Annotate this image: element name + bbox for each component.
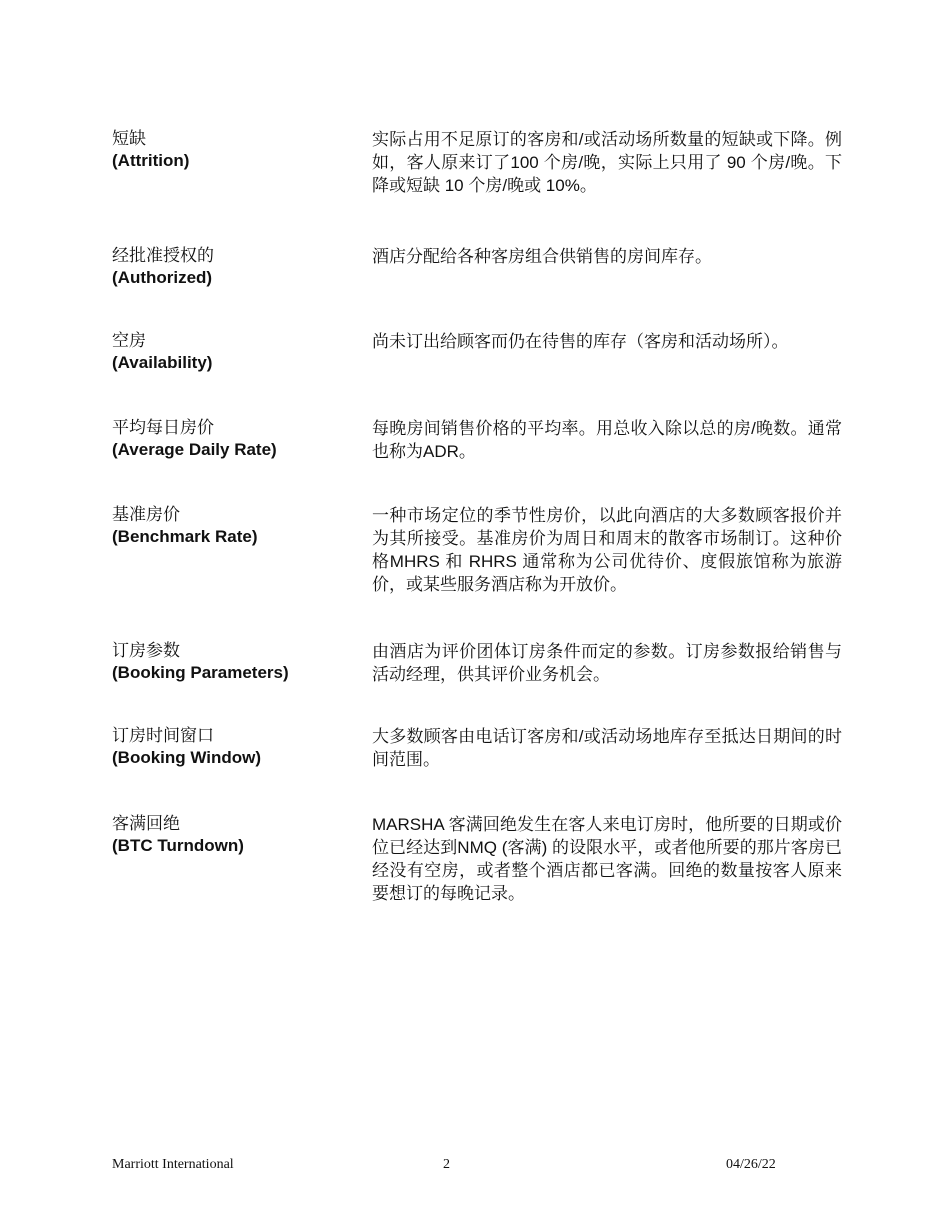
glossary-term xyxy=(112,245,372,289)
glossary-entry-attrition xyxy=(112,128,842,245)
term-chinese: 基准房价 xyxy=(112,505,180,524)
glossary-definition: 酒店分配给各种客房组合供销售的房间库存。 xyxy=(372,247,712,266)
page-footer xyxy=(0,1157,950,1177)
glossary-list xyxy=(112,128,842,913)
term-english: (Booking Parameters) xyxy=(112,663,289,682)
glossary-entry-booking-window xyxy=(112,725,842,813)
term-chinese: 订房参数 xyxy=(112,641,180,660)
glossary-term xyxy=(112,725,372,769)
term-chinese: 短缺 xyxy=(112,129,146,148)
glossary-definition: 大多数顾客由电话订客房和/或活动场地库存至抵达日期间的时间范围。 xyxy=(372,727,842,769)
term-english: (Availability) xyxy=(112,353,213,372)
footer-page-number: 2 xyxy=(443,1157,450,1172)
glossary-entry-average-daily-rate xyxy=(112,417,842,504)
term-english: (BTC Turndown) xyxy=(112,836,244,855)
glossary-entry-booking-parameters xyxy=(112,640,842,725)
glossary-term xyxy=(112,330,372,374)
glossary-definition: MARSHA 客满回绝发生在客人来电订房时，他所要的日期或价位已经达到NMQ (客满) 的设限水平，或者他所要的那片客房已经没有空房，或者整个酒店都已客满。回绝的数量按客人原来要想订的每晚记录。 xyxy=(372,815,842,903)
glossary-term xyxy=(112,504,372,548)
glossary-definition: 一种市场定位的季节性房价，以此向酒店的大多数顾客报价并为其所接受。基准房价为周日和周末的散客市场制订。这种价格MHRS 和 RHRS 通常称为公司优待价、度假旅馆称为旅游价，或某些服务酒店称为开放价。 xyxy=(372,506,842,594)
term-english: (Attrition) xyxy=(112,151,190,170)
term-chinese: 客满回绝 xyxy=(112,814,180,833)
glossary-entry-btc-turndown xyxy=(112,813,842,913)
term-chinese: 平均每日房价 xyxy=(112,418,214,437)
glossary-entry-benchmark-rate xyxy=(112,504,842,640)
footer-company: Marriott International xyxy=(112,1157,234,1172)
glossary-definition: 每晚房间销售价格的平均率。用总收入除以总的房/晚数。通常也称为ADR。 xyxy=(372,419,842,461)
term-english: (Booking Window) xyxy=(112,748,262,767)
glossary-term xyxy=(112,417,372,461)
glossary-entry-authorized xyxy=(112,245,842,330)
term-english: (Benchmark Rate) xyxy=(112,527,258,546)
glossary-term xyxy=(112,640,372,684)
term-chinese: 空房 xyxy=(112,331,146,350)
glossary-definition: 实际占用不足原订的客房和/或活动场所数量的短缺或下降。例如，客人原来订了100 个房/晚，实际上只用了 90 个房/晚。下降或短缺 10 个房/晚或 10%。 xyxy=(372,130,842,195)
term-english: (Average Daily Rate) xyxy=(112,440,277,459)
glossary-definition: 尚未订出给顾客而仍在待售的库存（客房和活动场所）。 xyxy=(372,332,789,351)
footer-date: 04/26/22 xyxy=(726,1157,776,1172)
glossary-definition: 由酒店为评价团体订房条件而定的参数。订房参数报给销售与活动经理，供其评价业务机会。 xyxy=(372,642,842,684)
term-chinese: 订房时间窗口 xyxy=(112,726,214,745)
term-chinese: 经批准授权的 xyxy=(112,246,214,265)
glossary-term xyxy=(112,813,372,857)
glossary-term xyxy=(112,128,372,172)
term-english: (Authorized) xyxy=(112,268,213,287)
glossary-entry-availability xyxy=(112,330,842,417)
